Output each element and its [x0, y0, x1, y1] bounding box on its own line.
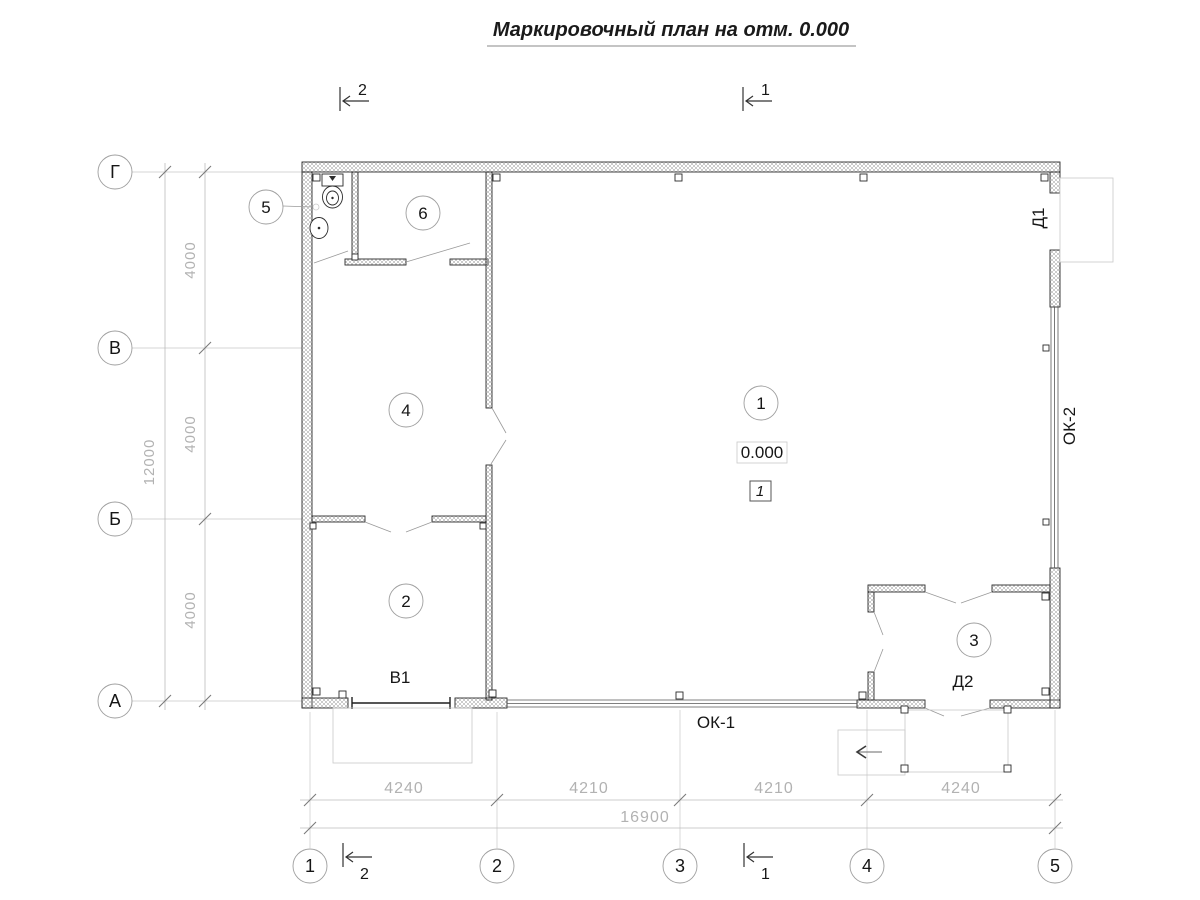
dim-bottom-seg-3: 4210 [754, 780, 794, 797]
wall-room3-left-stub-top [868, 592, 874, 612]
wall-axisB-left [312, 516, 365, 522]
axis-label-v: В [108, 338, 122, 358]
door-d1-opening-box [1060, 178, 1113, 262]
room-number-6: 6 [418, 204, 428, 223]
room-number-4: 4 [401, 401, 411, 420]
room-number-5: 5 [261, 198, 271, 217]
wall-left [302, 172, 312, 708]
dim-left-seg-3: 4000 [182, 591, 199, 629]
dim-bottom-total: 16900 [620, 809, 670, 826]
axis-label-g: Г [110, 162, 120, 182]
dim-left-seg-1: 4000 [182, 241, 199, 279]
wall-bottom-axis2 [455, 698, 507, 708]
wall-right-mid [1050, 250, 1060, 307]
wall-vertical-upper [486, 172, 492, 408]
room-number-2: 2 [401, 592, 411, 611]
wall-bottom-left [302, 698, 348, 708]
drawing-title: Маркировочный план на отм. 0.000 [492, 19, 850, 41]
dim-left-total: 12000 [141, 438, 158, 486]
door-d1-label: Д1 [1029, 207, 1048, 229]
section-label-2-bottom: 2 [360, 866, 369, 883]
window-ok2-label: ОК-2 [1060, 406, 1079, 446]
axis-label-4: 4 [861, 856, 873, 876]
wall-room3-top-right [992, 585, 1050, 592]
window-ok1-label: ОК-1 [696, 713, 736, 732]
axis-label-2: 2 [491, 856, 503, 876]
axis-label-a: А [108, 691, 122, 711]
wall-vertical-lower [486, 465, 492, 700]
wall-axisB-right [432, 516, 486, 522]
wall-bottom-room3-left [857, 700, 925, 708]
sink-icon [310, 218, 328, 239]
section-label-1-top: 1 [761, 82, 770, 99]
dim-bottom-seg-4: 4240 [941, 780, 981, 797]
wall-right-bottom [1050, 568, 1060, 708]
wall-wc-divider [352, 172, 358, 258]
wall-top [302, 162, 1060, 172]
wall-room3-top-left [868, 585, 925, 592]
axis-label-1: 1 [304, 856, 316, 876]
wall-right-top-stub [1050, 172, 1060, 193]
wall-room6-bottom-right [450, 259, 488, 265]
dim-bottom-seg-1: 4240 [384, 780, 424, 797]
room-number-3: 3 [969, 631, 979, 650]
wall-bottom-room3-right [990, 700, 1060, 708]
floor-type-value: 1 [755, 483, 765, 500]
axis-label-b: Б [109, 509, 121, 529]
dim-left-seg-2: 4000 [182, 415, 199, 453]
room-number-1: 1 [756, 394, 766, 413]
wall-room3-left-stub-bottom [868, 672, 874, 700]
door-d2-label: Д2 [952, 672, 974, 691]
dim-bottom-seg-2: 4210 [569, 780, 609, 797]
gate-b1-label: В1 [389, 668, 411, 687]
section-label-1-bottom: 1 [761, 866, 770, 883]
elevation-value: 0.000 [740, 443, 784, 462]
toilet-icon [322, 174, 343, 208]
axis-label-3: 3 [674, 856, 686, 876]
section-label-2-top: 2 [358, 82, 367, 99]
axis-label-5: 5 [1049, 856, 1061, 876]
